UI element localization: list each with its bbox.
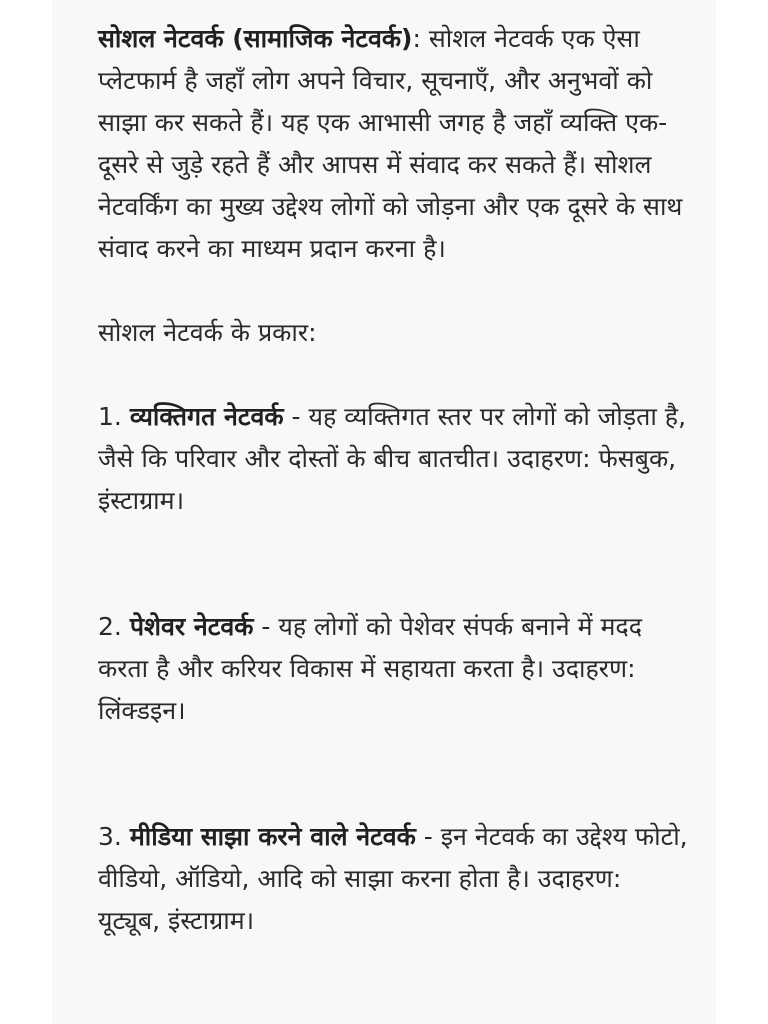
spacer [98, 354, 688, 396]
intro-paragraph [98, 18, 688, 270]
list-item-number: 2. [98, 612, 122, 641]
intro-term: सोशल नेटवर्क (सामाजिक नेटवर्क) [98, 24, 413, 53]
list-item-description: - यह व्यक्तिगत स्तर पर लोगों को जोड़ता है, जैसे कि परिवार और दोस्तों के बीच बातचीत। उदाहरण: फेसबुक, इंस्टाग्राम। [98, 402, 687, 515]
document-page [52, 0, 716, 1024]
types-heading: सोशल नेटवर्क के प्रकार: [98, 318, 317, 347]
spacer [98, 732, 688, 816]
document-content [98, 18, 688, 942]
list-item-number: 3. [98, 822, 122, 851]
list-item-media-sharing-network [98, 816, 688, 942]
list-item-title: मीडिया साझा करने वाले नेटवर्क [129, 822, 416, 851]
list-item-professional-network [98, 606, 688, 732]
list-item-description: - इन नेटवर्क का उद्देश्य फोटो, वीडियो, ऑडियो, आदि को साझा करना होता है। उदाहरण: यूट्यूब, इंस्टाग्राम। [98, 822, 688, 935]
list-item-description: - यह लोगों को पेशेवर संपर्क बनाने में मदद करता है और करियर विकास में सहायता करता है। उदाहरण: लिंक्डइन। [98, 612, 642, 725]
spacer [98, 522, 688, 606]
list-item-number: 1. [98, 402, 122, 431]
intro-text: : सोशल नेटवर्क एक ऐसा प्लेटफार्म है जहाँ लोग अपने विचार, सूचनाएँ, और अनुभवों को साझा कर सकते हैं। यह एक आभासी जगह है जहाँ व्यक्ति एक-दूसरे से जुड़े रहते हैं और आपस में संवाद कर सकते हैं। सोशल नेटवर्किंग का मुख्य उद्देश्य लोगों को जोड़ना और एक दूसरे के साथ संवाद करने का माध्यम प्रदान करना है। [98, 24, 683, 263]
spacer [98, 270, 688, 312]
list-item-title: पेशेवर नेटवर्क [129, 612, 254, 641]
list-item-title: व्यक्तिगत नेटवर्क [129, 402, 284, 431]
list-item-personal-network [98, 396, 688, 522]
